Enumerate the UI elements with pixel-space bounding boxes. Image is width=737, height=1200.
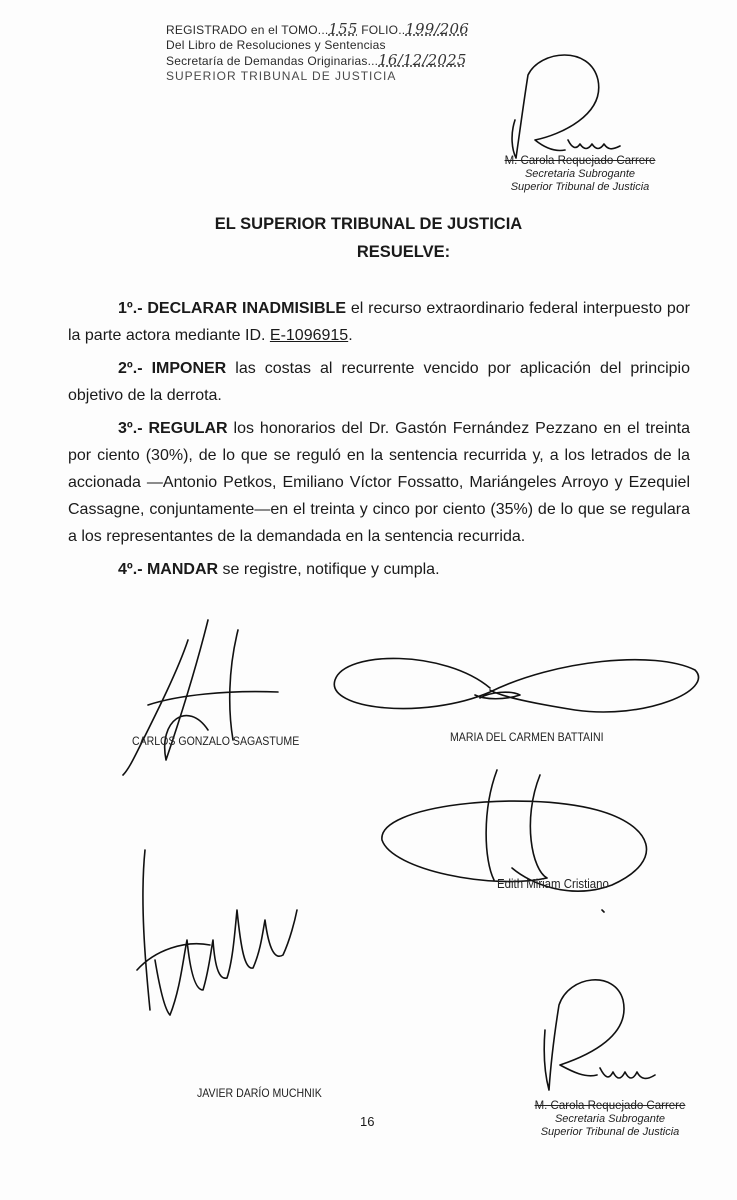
item-3-text: los honorarios del Dr. Gastón Fernández Pezzano en el treinta por ciento (30%), de lo que se reguló en la sentencia recurrida y, a los letrados de la accionada —Antonio Petkos, Emiliano Víctor Fossatto, Mariángeles Arroyo y Ezequiel Cassagne, conjuntamente—en el treinta y cinco por ciento (35%) de lo que se regulara a los representantes de la demandada en la sentencia recurrida. — [68, 420, 690, 545]
judge-3-signature — [372, 750, 672, 920]
item-2-verb: IMPONER — [151, 360, 227, 377]
resolution-heading — [0, 210, 737, 266]
item-4-number: 4º.- — [118, 561, 143, 578]
heading-line-2: RESUELVE: — [356, 243, 451, 261]
resolution-item-1 — [68, 295, 690, 349]
resolution-item-2 — [68, 355, 690, 409]
resolution-item-4 — [68, 556, 690, 583]
stamp-secretaria-label: Secretaría de Demandas Originarias — [166, 54, 368, 68]
secretary-bottom-name: M. Carola Requejado Carrere — [534, 1100, 686, 1112]
judge-4-signature — [125, 840, 325, 1070]
item-1-verb: DECLARAR INADMISIBLE — [147, 300, 347, 317]
stamp-fecha-value: 16/12/2025 — [378, 51, 467, 69]
heading-line-1: EL SUPERIOR TRIBUNAL DE JUSTICIA — [214, 215, 523, 233]
resolution-item-3 — [68, 415, 690, 550]
stamp-tribunal: SUPERIOR TRIBUNAL DE JUSTICIA — [166, 69, 397, 83]
secretary-bottom-signature — [505, 960, 705, 1100]
judge-2-name: MARIA DEL CARMEN BATTAINI — [450, 730, 604, 744]
item-1-end: . — [348, 327, 353, 344]
registration-stamp — [166, 22, 496, 84]
secretary-top-role: Secretaria Subrogante — [524, 168, 636, 180]
judge-2-signature — [325, 640, 710, 730]
stamp-libro: Del Libro de Resoluciones y Sentencias — [166, 38, 386, 52]
item-2-number: 2º.- — [118, 360, 143, 377]
item-3-number: 3º.- — [118, 420, 143, 437]
item-2-text: las costas al recurrente vencido por aplicación del principio objetivo de la derrota. — [68, 360, 690, 404]
item-3-verb: REGULAR — [148, 420, 228, 437]
stamp-tomo-value: 155 — [328, 20, 358, 38]
judge-1-signature — [88, 600, 308, 780]
judge-4-name: JAVIER DARÍO MUCHNIK — [197, 1086, 322, 1100]
stamp-row-secretaria: Secretaría de Demandas Originarias...16/12/2025 — [166, 51, 467, 69]
resolution-body — [68, 295, 690, 583]
secretary-bottom-block — [525, 1100, 695, 1139]
secretary-bottom-role: Secretaria Subrogante — [554, 1113, 666, 1125]
secretary-top-name: M. Carola Requejado Carrere — [504, 155, 656, 167]
secretary-bottom-court: Superior Tribunal de Justicia — [540, 1126, 680, 1138]
stamp-row-tomo: REGISTRADO en el TOMO...155 FOLIO..199/206 — [166, 20, 469, 38]
stamp-registrado-label: REGISTRADO en el TOMO — [166, 23, 318, 37]
stamp-folio-value: 199/206 — [405, 20, 469, 38]
secretary-top-block — [500, 155, 660, 194]
item-1-number: 1º.- — [118, 300, 143, 317]
judge-1-name: CARLOS GONZALO SAGASTUME — [132, 734, 300, 748]
item-4-text: se registre, notifique y cumpla. — [218, 561, 440, 578]
stamp-folio-label: FOLIO — [361, 23, 399, 37]
item-1-text: el recurso extraordinario federal interpuesto por la parte actora mediante ID. — [68, 300, 691, 344]
item-1-id: E-1096915 — [269, 327, 349, 344]
item-4-verb: MANDAR — [146, 561, 219, 578]
page-number: 16 — [360, 1114, 375, 1129]
judge-3-name: Edith Miriam Cristiano — [497, 876, 609, 891]
secretary-top-signature — [480, 40, 680, 170]
secretary-top-court: Superior Tribunal de Justicia — [510, 181, 650, 193]
